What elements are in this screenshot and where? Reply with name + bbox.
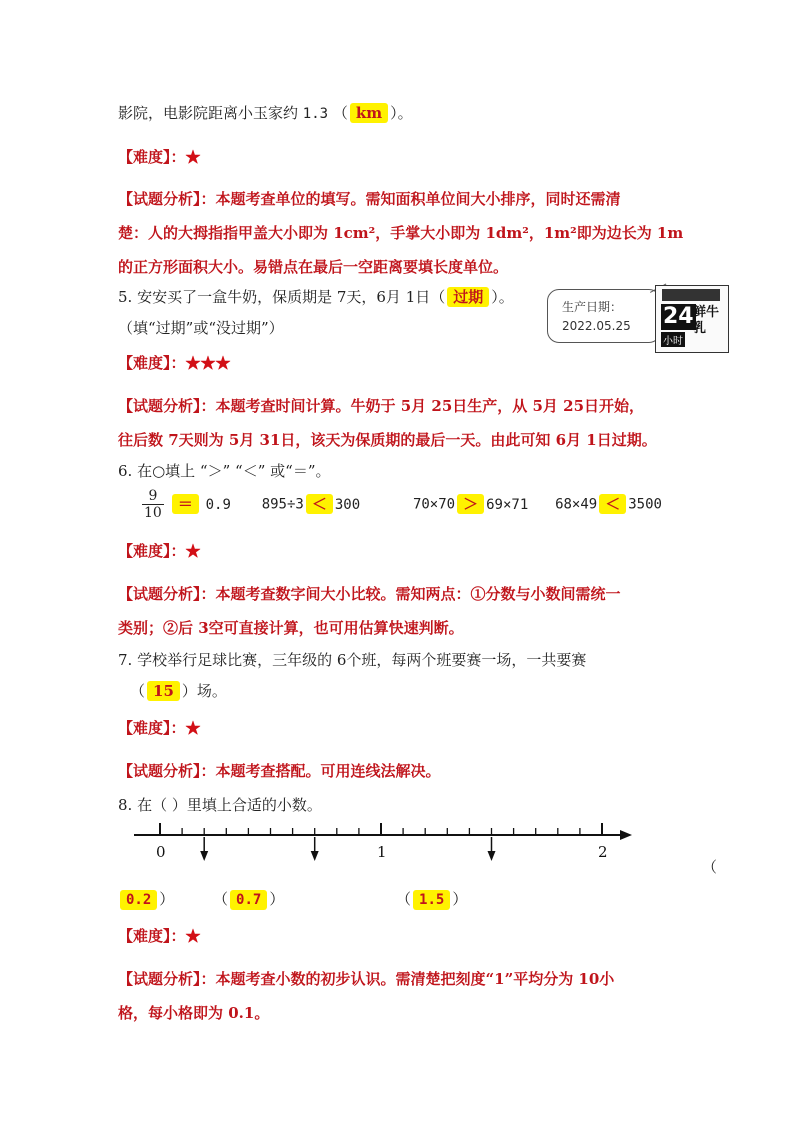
milk-brand-sub: 小时 [661, 332, 685, 347]
analysis-2-line-1: 【试题分析】：本题考查时间计算。牛奶于 5月 25日生产，从 5月 25日开始， [118, 397, 645, 415]
q6-line-1: 6. 在○填上 “＞” “＜” 或“＝”。 [118, 462, 331, 480]
difficulty-stars: ★ [185, 719, 201, 737]
q8-answer-3: 1.5 [413, 890, 450, 910]
q4-number: 1.3 [302, 106, 329, 122]
difficulty-label: 【难度】： [118, 354, 186, 372]
position-arrow-head [311, 851, 319, 861]
difficulty-4 [118, 717, 201, 738]
analysis-2-line-2: 往后数 7天则为 5月 31日，该天为保质期的最后一天。由此可知 6月 1日过期。 [118, 431, 657, 449]
q8-answer-2-close: ） [269, 890, 285, 908]
q8-line-1: 8. 在（ ）里填上合适的小数。 [118, 796, 322, 814]
q7-line-1: 7. 学校举行足球比赛，三年级的 6个班，每两个班要赛一场，一共要赛 [118, 651, 587, 669]
stray-paren: （ [702, 858, 718, 876]
position-arrow-head [488, 851, 496, 861]
analysis-3-line-1: 【试题分析】：本题考查数字间大小比较。需知两点：①分数与小数间需统一 [118, 585, 621, 603]
compare-answer-3: ＞ [457, 494, 484, 514]
milk-carton-image [655, 285, 729, 353]
q8-answer-1-row [118, 888, 174, 910]
q7-answer: 15 [147, 681, 180, 701]
q7-paren-close: ）场。 [181, 682, 227, 700]
production-date-bubble [547, 289, 661, 343]
position-arrow-head [200, 851, 208, 861]
compare-right-2: 300 [334, 496, 361, 513]
q7-line-2 [130, 680, 227, 701]
q4-answer: km [350, 103, 388, 123]
number-line-label: 2 [598, 843, 608, 861]
difficulty-stars: ★ [185, 542, 201, 560]
difficulty-2 [118, 352, 231, 373]
number-line-label: 0 [156, 843, 166, 861]
q6-compare-row [142, 488, 662, 521]
production-date-title: 生产日期： [562, 300, 623, 314]
number-line [0, 818, 794, 868]
difficulty-label: 【难度】： [118, 542, 186, 560]
q5-line-1 [118, 286, 514, 307]
q4-paren-close: ）。 [390, 104, 413, 122]
q8-answer-2-open: （ [213, 890, 229, 908]
q5-text-end: ）。 [491, 288, 514, 306]
number-line-label: 1 [377, 843, 387, 861]
q8-answer-3-close: ） [452, 890, 468, 908]
analysis-4-line-1: 【试题分析】：本题考查搭配。可用连线法解决。 [118, 762, 441, 780]
number-line-arrowhead [620, 830, 632, 840]
analysis-1-line-2: 楚：人的大拇指指甲盖大小即为 1cm²，手掌大小即为 1dm²，1m²即为边长为 1m [118, 224, 684, 242]
compare-right-4: 3500 [628, 496, 662, 513]
compare-left-2: 895÷3 [261, 496, 304, 513]
fraction-denominator: 10 [144, 505, 162, 521]
q8-answer-3-open: （ [396, 890, 412, 908]
difficulty-stars: ★ [185, 927, 201, 945]
q8-answer-1-close: ） [159, 890, 175, 908]
difficulty-3 [118, 540, 201, 561]
fraction [142, 488, 164, 521]
q8-answer-2: 0.7 [230, 890, 267, 910]
q8-answer-3-row [396, 888, 467, 910]
q5-text: 5. 安安买了一盒牛奶，保质期是 7天，6月 1日（ [118, 288, 446, 306]
difficulty-label: 【难度】： [118, 927, 186, 945]
compare-answer-2: ＜ [306, 494, 333, 514]
analysis-1-line-3: 的正方形面积大小。易错点在最后一空距离要填长度单位。 [118, 258, 509, 276]
difficulty-stars: ★★★ [185, 354, 231, 372]
compare-left-4: 68×49 [555, 496, 598, 513]
q5-answer: 过期 [447, 287, 489, 307]
compare-answer-4: ＜ [599, 494, 626, 514]
difficulty-stars: ★ [185, 148, 201, 166]
analysis-5-line-2: 格，每小格即为 0.1。 [118, 1004, 270, 1022]
q4-answer-line [118, 102, 413, 123]
milk-brand-number: 24 [663, 304, 694, 329]
q8-answer-2-row [213, 888, 284, 910]
analysis-1-line-1: 【试题分析】：本题考查单位的填写。需知面积单位间大小排序，同时还需清 [118, 190, 621, 208]
production-date-value: 2022.05.25 [562, 319, 631, 333]
milk-carton-top [662, 289, 720, 301]
difficulty-label: 【难度】： [118, 719, 186, 737]
compare-right-1: 0.9 [205, 496, 231, 513]
compare-right-3: 69×71 [486, 496, 529, 513]
q4-paren-open: （ [332, 104, 348, 122]
difficulty-5 [118, 925, 201, 946]
q7-paren-open: （ [130, 682, 146, 700]
analysis-3-line-2: 类别；②后 3空可直接计算，也可用估算快速判断。 [118, 619, 464, 637]
milk-brand-name: 鲜牛乳 [693, 305, 720, 336]
difficulty-1 [118, 146, 201, 167]
compare-left-3: 70×70 [412, 496, 456, 513]
fraction-numerator: 9 [142, 488, 164, 505]
q4-text: 影院，电影院距离小玉家约 [118, 104, 299, 122]
q8-answer-1: 0.2 [120, 890, 157, 910]
analysis-5-line-1: 【试题分析】：本题考查小数的初步认识。需清楚把刻度“1”平均分为 10小 [118, 970, 615, 988]
compare-answer-1: ＝ [172, 494, 199, 514]
q5-line-2: （填“过期”或“没过期”） [118, 319, 284, 337]
difficulty-label: 【难度】： [118, 148, 186, 166]
